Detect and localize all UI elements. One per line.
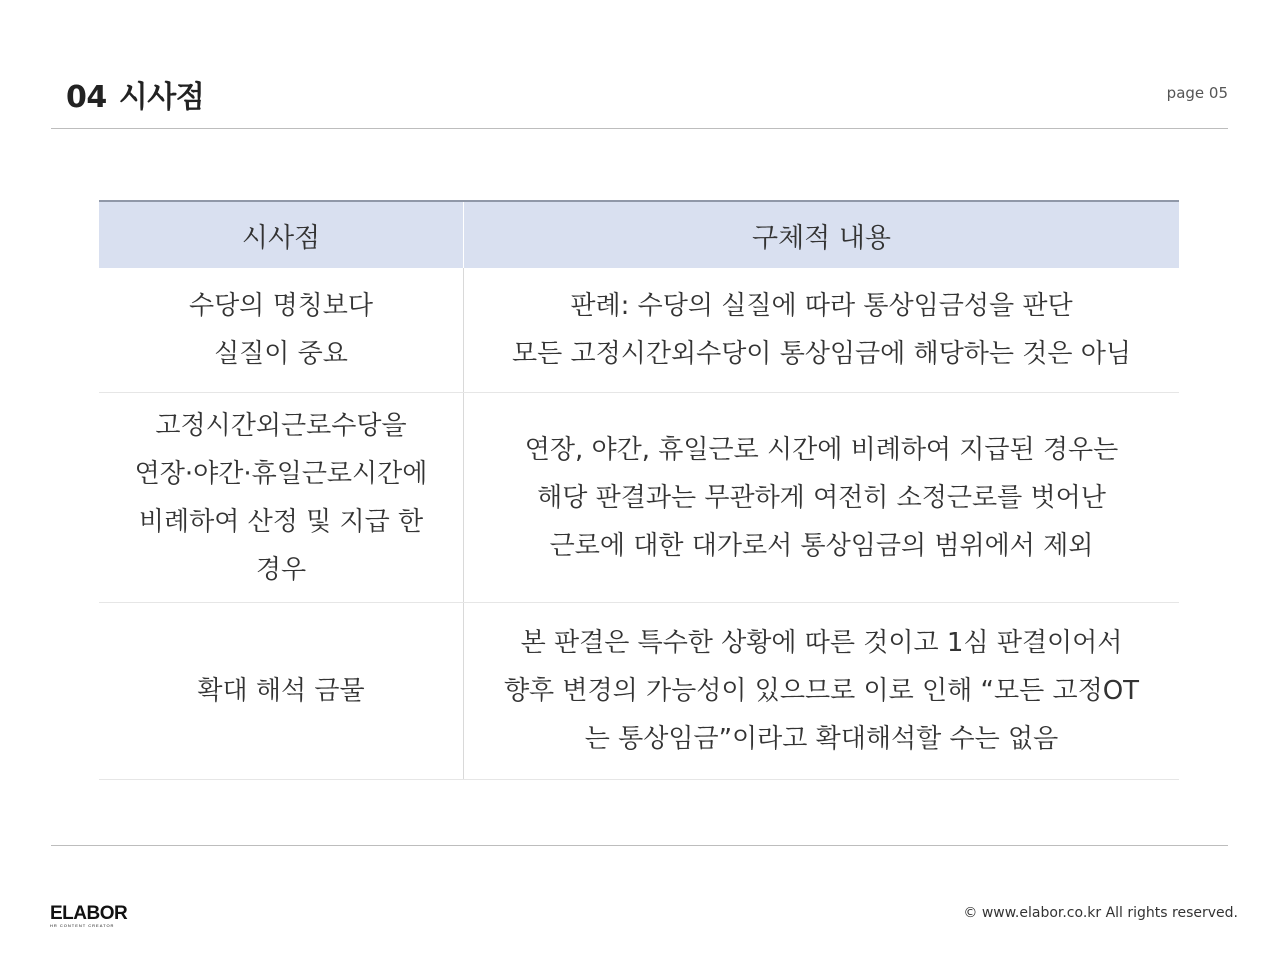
cell-line: 연장·야간·휴일근로시간에 (134, 458, 428, 489)
bottom-divider (51, 845, 1228, 846)
implication-cell (99, 603, 464, 780)
logo-tagline: HR CONTENT CREATOR (50, 923, 115, 928)
detail-cell (464, 393, 1180, 603)
cell-line: 경우 (255, 554, 307, 585)
logo-wordmark: ELABOR (50, 903, 128, 924)
implication-cell (99, 393, 464, 603)
table-row (99, 603, 1179, 780)
cell-line: 본 판결은 특수한 상황에 따른 것이고 1심 판결이어서 (520, 628, 1123, 658)
cell-line: 비례하여 산정 및 지급 한 (138, 506, 424, 537)
table-row (99, 393, 1179, 603)
implications-table (99, 200, 1179, 780)
detail-cell (464, 603, 1180, 780)
table-header-row (99, 201, 1179, 268)
column-header-detail: 구체적 내용 (464, 201, 1180, 268)
cell-line: 수당의 명칭보다 (188, 291, 374, 321)
table-row (99, 268, 1179, 393)
top-divider (51, 128, 1228, 129)
cell-line: 는 통상임금”이라고 확대해석할 수는 없음 (584, 724, 1059, 754)
page-title (66, 72, 204, 116)
section-number: 04 (66, 80, 107, 115)
cell-line: 향후 변경의 가능성이 있으므로 이로 인해 “모든 고정OT (503, 676, 1140, 706)
cell-line: 해당 판결과는 무관하게 여전히 소정근로를 벗어난 (537, 482, 1106, 513)
cell-line: 판례: 수당의 실질에 따라 통상임금성을 판단 (570, 291, 1073, 321)
cell-line: 연장, 야간, 휴일근로 시간에 비례하여 지급된 경우는 (524, 434, 1119, 465)
cell-line: 확대 해석 금물 (197, 676, 365, 706)
cell-line: 고정시간외근로수당을 (155, 410, 407, 441)
cell-line: 실질이 중요 (214, 339, 348, 369)
copyright-notice: © www.elabor.co.kr All rights reserved. (963, 905, 1238, 921)
column-header-implication: 시사점 (99, 201, 464, 268)
implication-cell (99, 268, 464, 393)
detail-cell (464, 268, 1180, 393)
cell-line: 모든 고정시간외수당이 통상임금에 해당하는 것은 아님 (512, 339, 1131, 369)
brand-logo (50, 905, 140, 928)
section-title: 시사점 (118, 80, 205, 115)
cell-line: 근로에 대한 대가로서 통상임금의 범위에서 제외 (549, 530, 1094, 561)
page-number: page 05 (1166, 84, 1228, 102)
